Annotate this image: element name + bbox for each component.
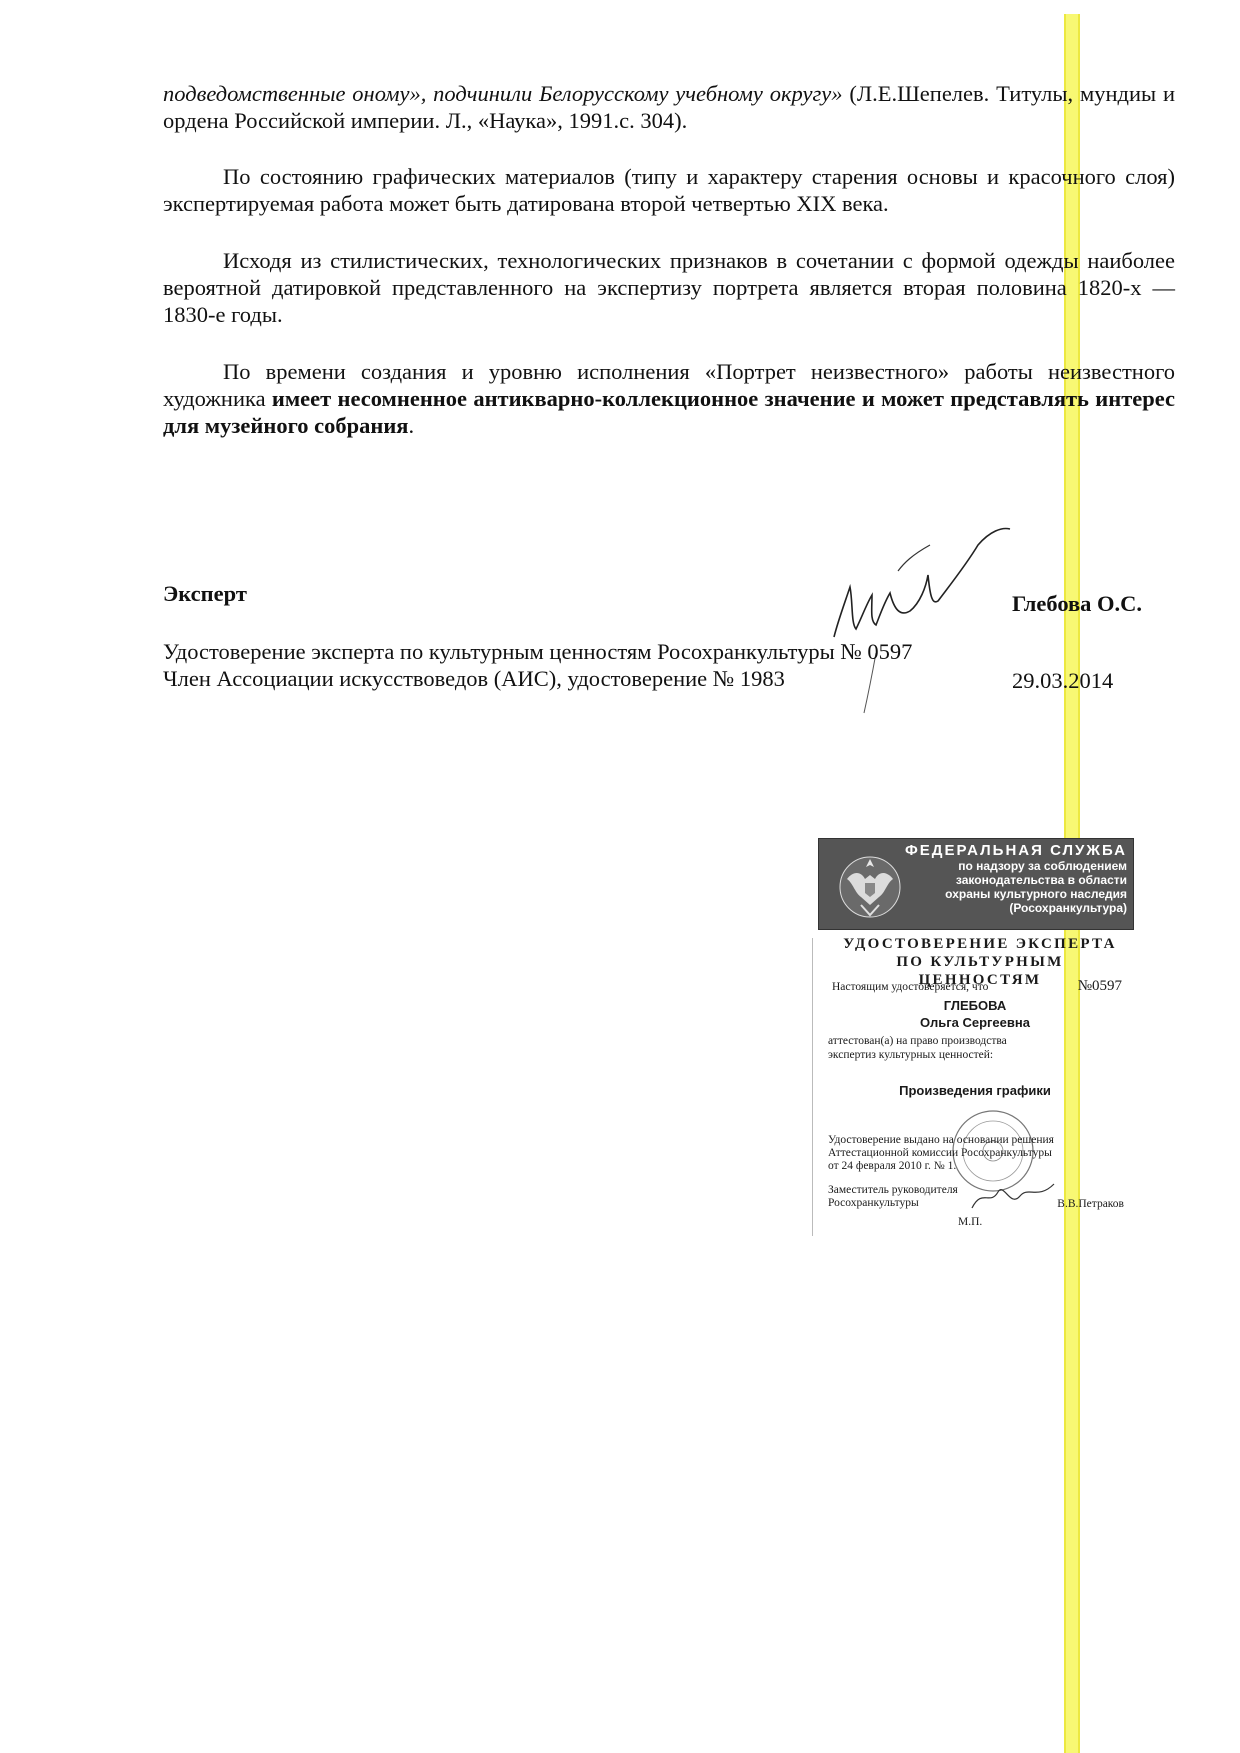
expert-role-label: Эксперт xyxy=(163,581,247,606)
cert-basis-line-2: Аттестационной комиссии Росохранкультуры xyxy=(828,1147,1052,1159)
cert-header-band xyxy=(818,838,1134,930)
citation-source: (Л.Е.Шепелев. Титулы, мундиы и ордена Российской империи. Л., «Наука», 1991.с. 304). xyxy=(163,81,1176,133)
cert-basis-line-1: Удостоверение выдано на основании решения xyxy=(828,1134,1054,1146)
cert-specialization: Произведения графики xyxy=(899,1083,1051,1098)
expert-signature xyxy=(820,525,1020,715)
paragraph-conclusion xyxy=(163,358,1175,439)
cert-seal-place: М.П. xyxy=(958,1216,983,1228)
cert-basis xyxy=(828,1134,1132,1173)
double-headed-eagle-emblem-icon xyxy=(837,849,903,921)
cert-header-line-4: охраны культурного наследия xyxy=(945,887,1127,901)
cert-signer-name: В.В.Петраков xyxy=(1057,1198,1124,1210)
cert-header-line-3: законодательства в области xyxy=(955,873,1127,887)
cert-deputy-line-1: Заместитель руководителя xyxy=(828,1184,958,1196)
paragraph-dating-style: Исходя из стилистических, технологических признаков в сочетании с формой одежды наиболее вероятной датировкой представленного на экспертизу портрета является вторая половина 1820-х — 1830-е годы. xyxy=(163,248,1175,327)
cert-deputy xyxy=(828,1184,958,1210)
cert-number: №0597 xyxy=(1077,978,1122,994)
citation-quote: подведомственные ономy», подчинили Белорусскому учебному округу» xyxy=(163,81,843,106)
expert-name: Глебова О.С. xyxy=(1012,591,1143,616)
signature-date: 29.03.2014 xyxy=(1012,668,1114,693)
cert-header-line-2: по надзору за соблюдением xyxy=(958,859,1127,873)
cert-edge-line xyxy=(812,938,813,1236)
conclusion-bold: имеет несомненное антикварно-коллекционное значение и может представлять интерес для музейного собрания xyxy=(163,386,1175,438)
cert-attest-line-2: экспертиз культурных ценностей: xyxy=(828,1049,994,1061)
cert-title-line-2: ПО КУЛЬТУРНЫМ ЦЕННОСТЯМ xyxy=(896,954,1064,988)
credential-association-line: Член Ассоциации искусствоведов (АИС), удостоверение № 1983 xyxy=(163,666,785,691)
credential-certificate-line: Удостоверение эксперта по культурным ценностям Росохранкультуры № 0597 xyxy=(163,639,913,664)
conclusion-end: . xyxy=(408,413,415,438)
cert-intro: Настоящим удостоверяется, что xyxy=(832,981,989,993)
cert-deputy-line-2: Росохранкультуры xyxy=(828,1197,919,1209)
cert-basis-line-3: от 24 февраля 2010 г. № 1. xyxy=(828,1160,957,1172)
cert-attest-line-1: аттестован(а) на право производства xyxy=(828,1035,1007,1047)
cert-issuer xyxy=(899,842,1127,915)
cert-header-line-5: (Росохранкультура) xyxy=(1009,901,1127,915)
cert-holder-given-names: Ольга Сергеевна xyxy=(920,1015,1030,1030)
cert-holder-surname: ГЛЕБОВА xyxy=(943,998,1007,1013)
paragraph-dating-materials: По состоянию графических материалов (типу и характеру старения основы и красочного слоя) экспертируемая работа может быть датирована второй четвертью XIX века. xyxy=(163,164,1175,216)
cert-title-line-1: УДОСТОВЕРЕНИЕ ЭКСПЕРТА xyxy=(843,936,1117,952)
cert-signer-signature xyxy=(968,1178,1058,1218)
paragraph-citation xyxy=(163,80,1175,134)
cert-header-line-1: ФЕДЕРАЛЬНАЯ СЛУЖБА xyxy=(904,842,1127,859)
conclusion-text: По времени создания и уровню исполнения «Портрет неизвестного» работы неизвестного художника xyxy=(163,359,1175,411)
cert-attestation xyxy=(828,1034,1088,1062)
expert-certificate-card xyxy=(818,838,1132,1236)
